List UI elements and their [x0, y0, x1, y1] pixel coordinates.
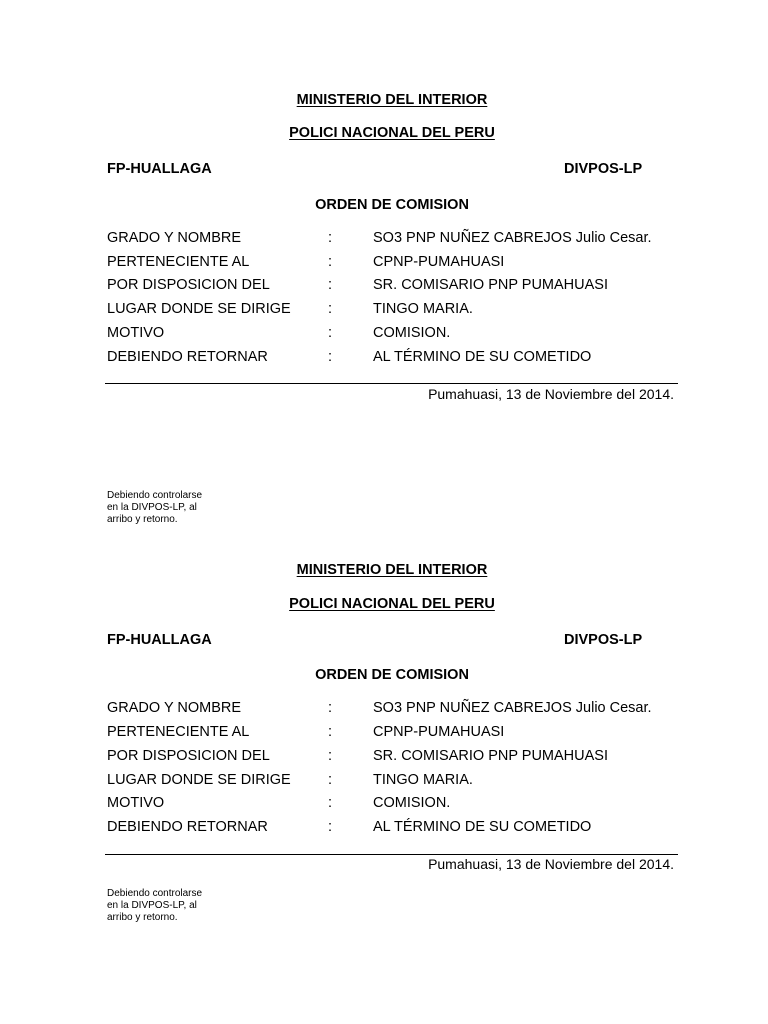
field-value: CPNP-PUMAHUASI — [373, 724, 505, 740]
field-value: TINGO MARIA. — [373, 301, 473, 317]
field-row-ordered-by — [0, 748, 768, 768]
field-label: DEBIENDO RETORNAR — [107, 819, 268, 835]
field-label: POR DISPOSICION DEL — [107, 277, 270, 293]
field-row-rank-name — [0, 700, 768, 720]
field-colon: : — [328, 349, 333, 365]
note-line: en la DIVPOS-LP, al — [107, 900, 197, 911]
field-label: MOTIVO — [107, 325, 165, 341]
field-label: LUGAR DONDE SE DIRIGE — [107, 772, 291, 788]
field-row-return — [0, 819, 768, 839]
field-value: AL TÉRMINO DE SU COMETIDO — [373, 819, 592, 835]
field-value: SO3 PNP NUÑEZ CABREJOS Julio Cesar. — [373, 700, 652, 716]
field-colon: : — [328, 254, 333, 270]
field-value: CPNP-PUMAHUASI — [373, 254, 505, 270]
field-value: SO3 PNP NUÑEZ CABREJOS Julio Cesar. — [373, 230, 652, 246]
note-line: Debiendo controlarse — [107, 490, 203, 501]
field-label: PERTENECIENTE AL — [107, 254, 250, 270]
field-value: SR. COMISARIO PNP PUMAHUASI — [373, 748, 608, 764]
field-colon: : — [328, 700, 333, 716]
control-note — [107, 888, 247, 924]
field-colon: : — [328, 301, 333, 317]
field-label: MOTIVO — [107, 795, 165, 811]
order-title: ORDEN DE COMISION — [315, 197, 469, 213]
police-heading: POLICI NACIONAL DEL PERU — [289, 125, 495, 141]
place-date: Pumahuasi, 13 de Noviembre del 2014. — [428, 386, 674, 402]
field-colon: : — [328, 748, 333, 764]
note-line: Debiendo controlarse — [107, 888, 203, 899]
note-line: arribo y retorno. — [107, 912, 178, 923]
field-colon: : — [328, 772, 333, 788]
field-label: GRADO Y NOMBRE — [107, 700, 242, 716]
field-row-reason — [0, 325, 768, 345]
field-colon: : — [328, 230, 333, 246]
unit-right: DIVPOS-LP — [564, 632, 643, 648]
field-label: PERTENECIENTE AL — [107, 724, 250, 740]
control-note — [107, 490, 247, 526]
note-line: arribo y retorno. — [107, 514, 178, 525]
field-colon: : — [328, 325, 333, 341]
field-row-ordered-by — [0, 277, 768, 297]
unit-right: DIVPOS-LP — [564, 161, 643, 177]
field-row-belongs-to — [0, 724, 768, 744]
field-value: SR. COMISARIO PNP PUMAHUASI — [373, 277, 608, 293]
note-line: en la DIVPOS-LP, al — [107, 502, 197, 513]
ministry-heading: MINISTERIO DEL INTERIOR — [296, 92, 488, 108]
place-date: Pumahuasi, 13 de Noviembre del 2014. — [428, 856, 674, 872]
field-row-return — [0, 349, 768, 369]
divider-line — [105, 854, 678, 855]
field-label: GRADO Y NOMBRE — [107, 230, 242, 246]
order-title: ORDEN DE COMISION — [315, 667, 469, 683]
unit-left: FP-HUALLAGA — [107, 632, 212, 648]
field-row-belongs-to — [0, 254, 768, 274]
field-colon: : — [328, 795, 333, 811]
field-colon: : — [328, 277, 333, 293]
field-colon: : — [328, 724, 333, 740]
police-heading: POLICI NACIONAL DEL PERU — [289, 596, 495, 612]
ministry-heading: MINISTERIO DEL INTERIOR — [296, 562, 488, 578]
unit-left: FP-HUALLAGA — [107, 161, 212, 177]
field-value: TINGO MARIA. — [373, 772, 473, 788]
divider-line — [105, 383, 678, 384]
field-value: COMISION. — [373, 325, 451, 341]
field-colon: : — [328, 819, 333, 835]
field-value: COMISION. — [373, 795, 451, 811]
field-value: AL TÉRMINO DE SU COMETIDO — [373, 349, 592, 365]
field-row-destination — [0, 772, 768, 792]
field-row-destination — [0, 301, 768, 321]
field-row-rank-name — [0, 230, 768, 250]
field-label: POR DISPOSICION DEL — [107, 748, 270, 764]
field-label: LUGAR DONDE SE DIRIGE — [107, 301, 291, 317]
field-label: DEBIENDO RETORNAR — [107, 349, 268, 365]
field-row-reason — [0, 795, 768, 815]
